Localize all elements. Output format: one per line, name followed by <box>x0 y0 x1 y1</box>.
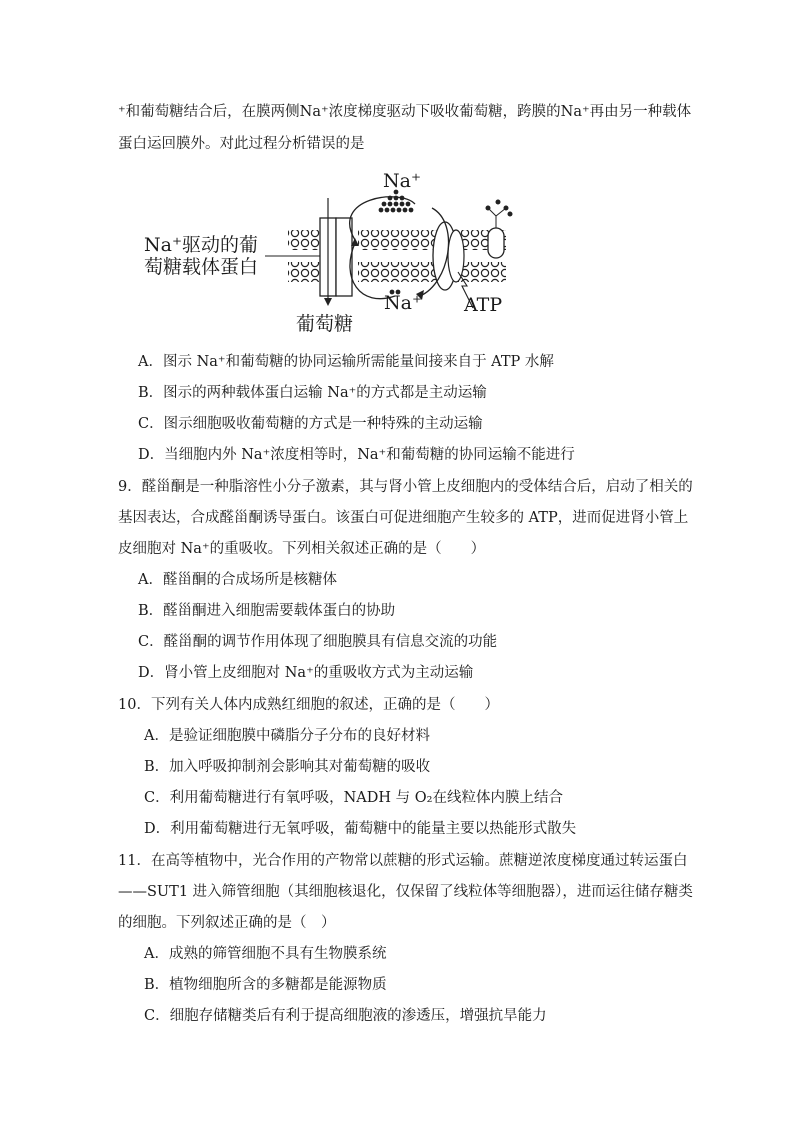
atp-label: ATP <box>464 294 503 316</box>
membrane-middle <box>358 230 438 282</box>
q9-option-b: B．醛甾酮进入细胞需要载体蛋白的协助 <box>138 603 396 619</box>
q8-option-c: C．图示细胞吸收葡萄糖的方式是一种特殊的主动运输 <box>138 416 483 432</box>
q9-option-c: C．醛甾酮的调节作用体现了细胞膜具有信息交流的功能 <box>138 634 498 650</box>
transport-diagram <box>140 168 520 340</box>
intro-line-2: 蛋白运回膜外。对此过程分析错误的是 <box>118 136 365 152</box>
q11-stem-line-2: ——SUT1 进入筛管细胞（其细胞核退化，仅保留了线粒体等细胞器），进而运往储存糖类 <box>118 884 693 900</box>
q9-stem-line-2: 基因表达，合成醛甾酮诱导蛋白。该蛋白可促进细胞产生较多的 ATP，进而促进肾小管上 <box>118 510 689 526</box>
q8-option-d: D．当细胞内外 Na⁺浓度相等时，Na⁺和葡萄糖的协同运输不能进行 <box>138 447 575 463</box>
q8-option-a: A．图示 Na⁺和葡萄糖的协同运输所需能量间接来自于 ATP 水解 <box>138 354 554 370</box>
na-glucose-carrier-protein <box>320 198 352 306</box>
q10-option-d: D．利用葡萄糖进行无氧呼吸，葡萄糖中的能量主要以热能形式散失 <box>144 821 577 837</box>
na-cluster-outside <box>379 190 414 213</box>
intro-line-1: ⁺和葡萄糖结合后，在膜两侧Na⁺浓度梯度驱动下吸收葡萄糖，跨膜的Na⁺再由另一种载体 <box>118 104 692 120</box>
q9-option-a: A．醛甾酮的合成场所是核糖体 <box>138 572 337 588</box>
q10-option-b: B．加入呼吸抑制剂会影响其对葡萄糖的吸收 <box>144 759 431 775</box>
q9-stem-line-3: 皮细胞对 Na⁺的重吸收。下列相关叙述正确的是（ ） <box>118 541 486 557</box>
q10-option-c: C．利用葡萄糖进行有氧呼吸，NADH 与 O₂在线粒体内膜上结合 <box>144 790 563 806</box>
q9-stem-line-1: 9．醛甾酮是一种脂溶性小分子激素，其与肾小管上皮细胞内的受体结合后，启动了相关的 <box>118 479 693 495</box>
q11-stem-line-3: 的细胞。下列叙述正确的是（ ） <box>118 915 336 931</box>
right-protein <box>486 200 513 259</box>
carrier-label-line2: 萄糖载体蛋白 <box>144 256 259 278</box>
q8-option-b: B．图示的两种载体蛋白运输 Na⁺的方式都是主动运输 <box>138 385 487 401</box>
carrier-label-line1: Na⁺驱动的葡 <box>144 234 258 256</box>
q10-option-a: A．是验证细胞膜中磷脂分子分布的良好材料 <box>144 728 430 744</box>
na-top-label: Na⁺ <box>383 170 421 192</box>
q10-stem: 10．下列有关人体内成熟红细胞的叙述，正确的是（ ） <box>118 697 499 713</box>
glucose-label: 葡萄糖 <box>296 313 354 335</box>
q11-option-c: C．细胞存储糖类后有利于提高细胞液的渗透压，增强抗旱能力 <box>144 1008 547 1024</box>
q9-option-d: D．肾小管上皮细胞对 Na⁺的重吸收方式为主动运输 <box>138 665 474 681</box>
na-bottom-label: Na⁺ <box>384 292 422 314</box>
q11-stem-line-1: 11．在高等植物中，光合作用的产物常以蔗糖的形式运输。蔗糖逆浓度梯度通过转运蛋白 <box>118 853 688 869</box>
q11-option-b: B．植物细胞所含的多糖都是能源物质 <box>144 977 387 993</box>
q11-option-a: A．成熟的筛管细胞不具有生物膜系统 <box>144 946 387 962</box>
